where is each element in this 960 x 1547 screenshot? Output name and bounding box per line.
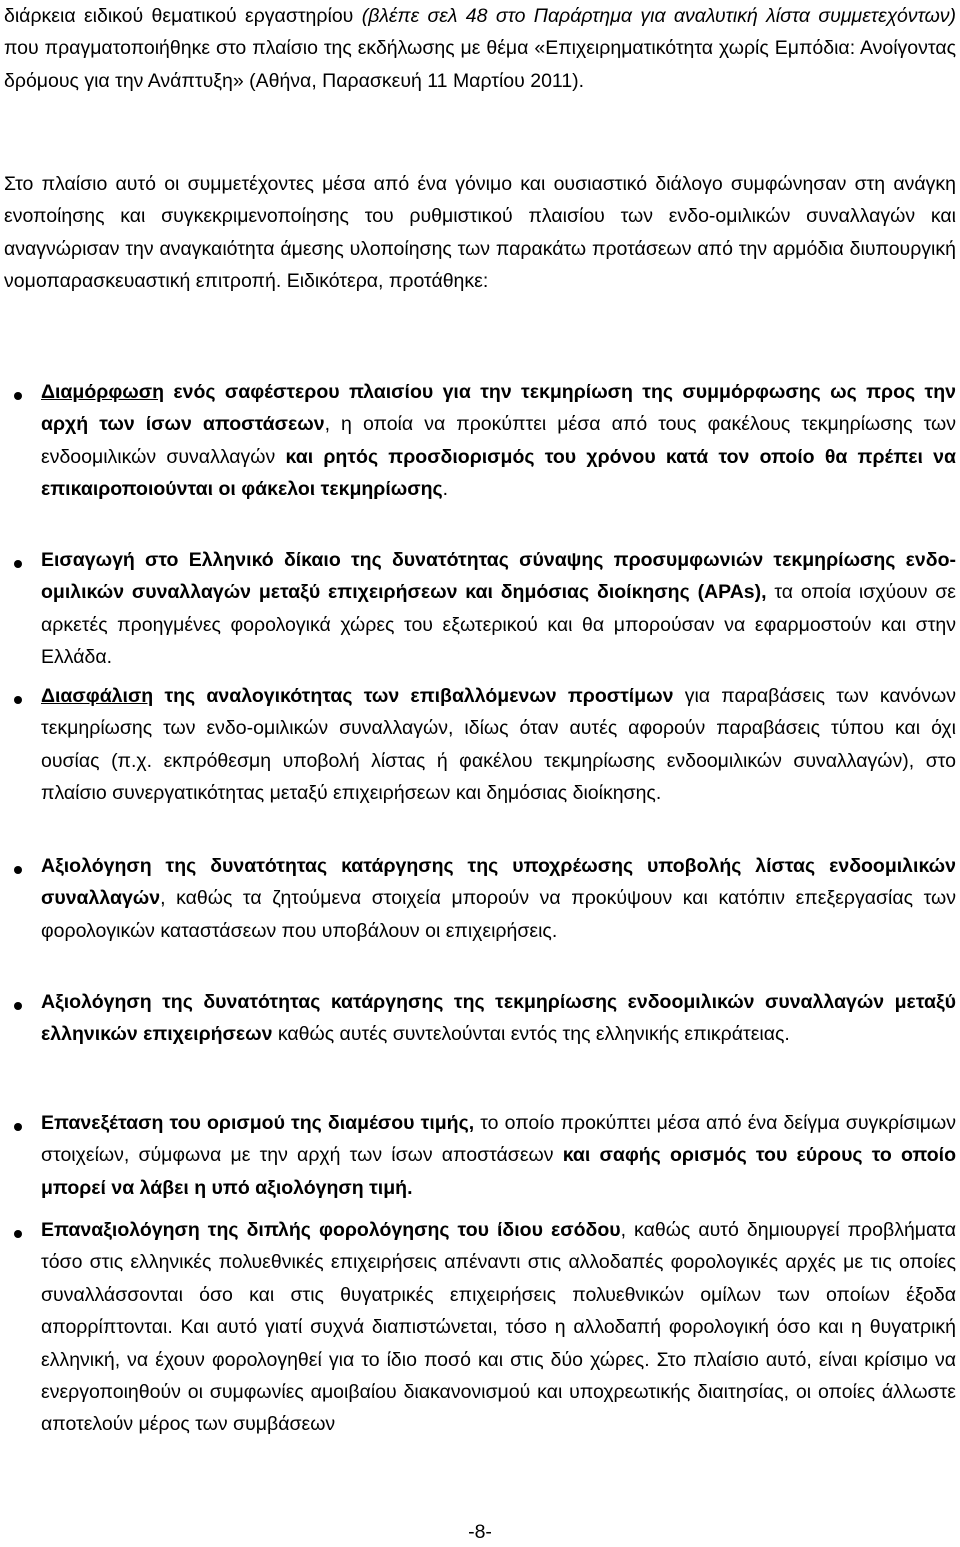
bullet-2-text: τα οποία ισχύουν σε αρκετές προηγμένες φορολογικά χώρες του εξωτερικού και θα μπορούσαν να εφαρμοστούν και στην Ελλάδα. [41,581,957,669]
bullet-5-text: καθώς αυτές συντελούνται εντός της ελληνικής επικράτειας. [272,1023,790,1046]
bullet-item-median-price [41,1107,956,1204]
bullet-6-bold-text: και σαφής ορισμός του εύρους το οποίο μπορεί να λάβει η υπό αξιολόγηση τιμή. [41,1144,956,1199]
bullet-icon [14,560,22,568]
bullet-6-text: το οποίο προκύπτει μέσα από ένα δείγμα συγκρίσιμων στοιχείων, σύμφωνα με την αρχή των ίσων αποστάσεων [41,1112,956,1167]
bullet-icon [14,1230,22,1238]
intro-text-2: που πραγματοποιήθηκε στο πλαίσιο της εκδήλωσης με θέμα «Επιχειρηματικότητα χωρίς Εμπόδια: Ανοίγοντας δρόμους για την Ανάπτυξη» (Αθήνα, Παρασκευή 11 Μαρτίου 2011). [4,37,956,92]
context-paragraph: Στο πλαίσιο αυτό οι συμμετέχοντες μέσα από ένα γόνιμο και ουσιαστικό διάλογο συμφώνησαν στη ανάγκη ενοποίησης και συγκεκριμενοποίησης του ρυθμιστικού πλαισίου των ενδο-ομιλικών συναλλαγών και αναγνώρισαν την αναγκαιότητα άμεσης υλοποίησης των παρακάτω προτάσεων από την αρμόδια διυπουργική νομοπαρασκευαστική επιτροπή. Ειδικότερα, προτάθηκε: [4,173,956,293]
intro-appendix-reference: (βλέπε σελ 48 στο Παράρτημα για αναλυτική λίστα συμμετεχόντων) [361,5,956,27]
page-number: -8- [468,1521,492,1543]
bullet-icon [14,392,22,400]
bullet-6-heading: Επανεξέταση του ορισμού της διαμέσου τιμής, [41,1112,475,1134]
bullet-2-heading: Εισαγωγή στο Ελληνικό δίκαιο της δυνατότητας σύναψης προσυμφωνιών τεκμηρίωσης ενδο-ομιλικών συναλλαγών μεταξύ επιχειρήσεων και δημόσιας διοίκησης (APAs), [41,549,956,604]
bullet-5-heading: Αξιολόγηση της δυνατότητας κατάργησης της τεκμηρίωσης ενδοομιλικών συναλλαγών μεταξύ ελληνικών επιχειρήσεων [41,991,956,1046]
bullet-4-heading: Αξιολόγηση της δυνατότητας κατάργησης της υποχρέωσης υποβολής λίστας ενδοομιλικών συναλλαγών [41,855,956,910]
bullet-icon [14,1123,22,1131]
bullet-item-structure-framework: Διαμόρφωση ενός σαφέστερου πλαισίου για την τεκμηρίωση της συμμόρφωσης ως προς την αρχή των ίσων αποστάσεων, η οποία να προκύπτει μέσα από τους φακέλους τεκμηρίωσης των ενδοομιλικών συναλλαγών και ρητός προσδιορισμός του χρόνου κατά τον οποίο θα πρέπει να επικαιροποιούνται οι φάκελοι τεκμηρίωσης. [41,381,957,501]
bullet-item-domestic-documentation [41,986,956,1051]
bullet-icon [14,1002,22,1010]
intro-text-1: διάρκεια ειδικού θεματικού εργαστηρίου [4,5,362,27]
bullet-4-text: , καθώς τα ζητούμενα στοιχεία μπορούν να προκύψουν και κατόπιν επεξεργασίας των φορολογικών καταστάσεων που υποβάλουν οι επιχειρήσεις. [41,887,956,942]
bullet-3-heading: Διασφάλιση [41,685,154,707]
bullet-item-apas [41,544,956,674]
bullet-7-heading: Επαναξιολόγηση της διπλής φορολόγησης του ίδιου εσόδου [41,1219,621,1241]
bullet-item-penalties [41,680,956,810]
bullet-icon [14,866,22,874]
bullet-item-list-abolition [41,850,956,947]
bullet-1-bold-text: ενός σαφέστερου πλαισίου για την τεκμηρίωση της συμμόρφωσης ως προς την αρχή των ίσων αποστάσεων [41,381,956,436]
bullet-7-text: , καθώς αυτό δημιουργεί προβλήματα τόσο στις ελληνικές πολυεθνικές επιχειρήσεις απέναντι στις αλλοδαπές φορολογικές αρχές με τις οποίες συναλλάσσονται όσο και στις θυγατρικές επιχειρήσεις πολυεθνικών ομίλων των οποίων έξοδα απορρίπτονται. Και αυτό γιατί συχνά διαπιστώνεται, τόσο η αλλοδαπή φορολογική όσο και η θυγατρική ελληνική, να έχουν φορολογηθεί για το ίδιο ποσό και στις δύο χώρες. Στο πλαίσιο αυτό, είναι κρίσιμο να ενεργοποιηθούν οι συμφωνίες αμοιβαίου διακανονισμού και υποχρεωτικής διαιτησίας, οι οποίες άλλωστε αποτελούν μέρος των συμβάσεων [41,1219,957,1436]
bullet-1-bold-text-2: και ρητός προσδιορισμός του χρόνου κατά τον οποίο θα πρέπει να επικαιροποιούνται οι φάκελοι τεκμηρίωσης [41,445,957,501]
bullet-3-text: για παραβάσεις των κανόνων τεκμηρίωσης των ενδο-ομιλικών συναλλαγών, ιδίως όταν αυτές αφορούν παραβάσεις τύπου και όχι ουσίας (π.χ. εκπρόθεσμη υποβολή λίστας ή φακέλου τεκμηρίωσης ενδοομιλικών συναλλαγών), στο πλαίσιο συνεργατικότητας μεταξύ επιχειρήσεων και δημόσιας διοίκησης. [41,685,956,805]
bullet-item-double-taxation [41,1214,956,1441]
bullet-icon [14,696,22,704]
intro-paragraph [4,0,956,97]
bullet-1-text: , η οποία να προκύπτει μέσα από τους φακέλους τεκμηρίωσης των ενδοομιλικών συναλλαγών [41,413,956,468]
bullet-3-bold-text: της αναλογικότητας των επιβαλλόμενων προστίμων [153,685,674,707]
bullet-1-heading: Διαμόρφωση [41,381,164,403]
